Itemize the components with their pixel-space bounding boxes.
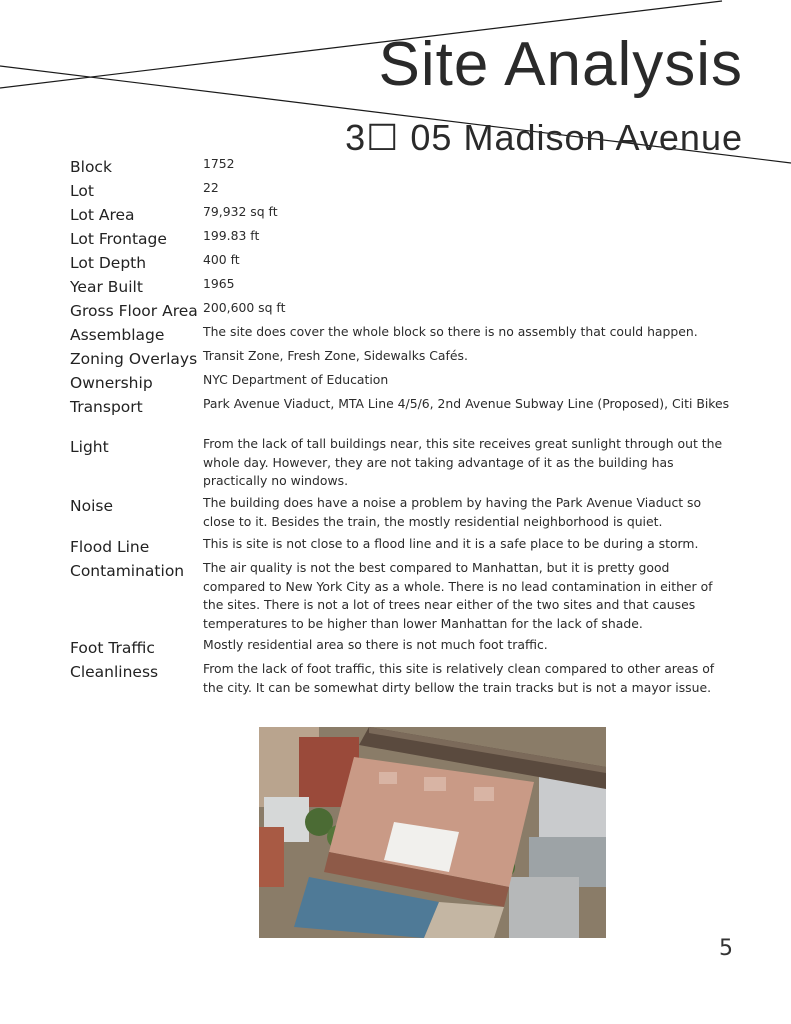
row-value: This is site is not close to a flood line and it is a safe place to be during a storm.	[203, 536, 699, 551]
row-flood-line	[70, 535, 730, 559]
page-number: 5	[719, 936, 733, 961]
row-label: Contamination	[70, 562, 185, 580]
row-label: Noise	[70, 497, 113, 515]
site-data-table	[70, 155, 730, 700]
row-noise	[70, 494, 730, 535]
row-year-built	[70, 275, 730, 299]
row-label: Transport	[70, 398, 143, 416]
row-value: 79,932 sq ft	[203, 204, 278, 219]
row-value: From the lack of tall buildings near, this site receives great sunlight through out the whole day. However, they are not taking advantage of it as the building has practically no windows.	[203, 436, 723, 488]
row-value: 1965	[203, 276, 235, 291]
row-label: Lot Area	[70, 206, 135, 224]
row-label: Year Built	[70, 278, 143, 296]
row-label: Foot Traffic	[70, 639, 155, 657]
aerial-site-photo	[259, 727, 606, 938]
row-label: Lot Depth	[70, 254, 147, 272]
row-gross-floor-area	[70, 299, 730, 323]
row-label: Assemblage	[70, 326, 165, 344]
row-value: 200,600 sq ft	[203, 300, 286, 315]
row-label: Block	[70, 158, 112, 176]
row-label: Gross Floor Area	[70, 302, 198, 320]
row-label: Flood Line	[70, 538, 150, 556]
row-label: Zoning Overlays	[70, 350, 198, 368]
row-label: Lot	[70, 182, 94, 200]
row-value: Park Avenue Viaduct, MTA Line 4/5/6, 2nd Avenue Subway Line (Proposed), Citi Bikes	[203, 396, 730, 411]
row-value: 400 ft	[203, 252, 240, 267]
row-light	[70, 435, 730, 494]
row-label: Lot Frontage	[70, 230, 167, 248]
row-assemblage	[70, 323, 730, 347]
row-zoning-overlays	[70, 347, 730, 371]
row-label: Ownership	[70, 374, 153, 392]
row-contamination	[70, 559, 730, 636]
page-title: Site Analysis	[378, 30, 743, 99]
row-value: Transit Zone, Fresh Zone, Sidewalks Cafés.	[203, 348, 468, 363]
row-value: The site does cover the whole block so there is no assembly that could happen.	[203, 324, 698, 339]
row-value: The building does have a noise a problem by having the Park Avenue Viaduct so close to it. Besides the train, the mostly residential neighborhood is quiet.	[203, 495, 702, 529]
row-value: 22	[203, 180, 219, 195]
row-transport	[70, 395, 730, 435]
row-label: Light	[70, 438, 109, 456]
row-block	[70, 155, 730, 179]
row-value: Mostly residential area so there is not much foot traffic.	[203, 637, 548, 652]
row-value: The air quality is not the best compared to Manhattan, but it is pretty good compared to New York City as a whole. There is no lead contamination in either of the sites. There is not a lot of trees near either of the two sites and that causes temperatures to be higher than lower Manhattan for the lack of shade.	[203, 560, 713, 631]
row-label: Cleanliness	[70, 663, 159, 681]
row-lot	[70, 179, 730, 203]
row-cleanliness	[70, 660, 730, 700]
row-lot-depth	[70, 251, 730, 275]
row-value: NYC Department of Education	[203, 372, 389, 387]
row-ownership	[70, 371, 730, 395]
row-lot-frontage	[70, 227, 730, 251]
page-subtitle: 3☐ 05 Madison Avenue	[345, 117, 743, 158]
row-value: From the lack of foot traffic, this site is relatively clean compared to other areas of the city. It can be somewhat dirty bellow the train tracks but is not a mayor issue.	[203, 661, 715, 695]
row-value: 1752	[203, 156, 235, 171]
row-lot-area	[70, 203, 730, 227]
row-value: 199.83 ft	[203, 228, 260, 243]
row-foot-traffic	[70, 636, 730, 660]
